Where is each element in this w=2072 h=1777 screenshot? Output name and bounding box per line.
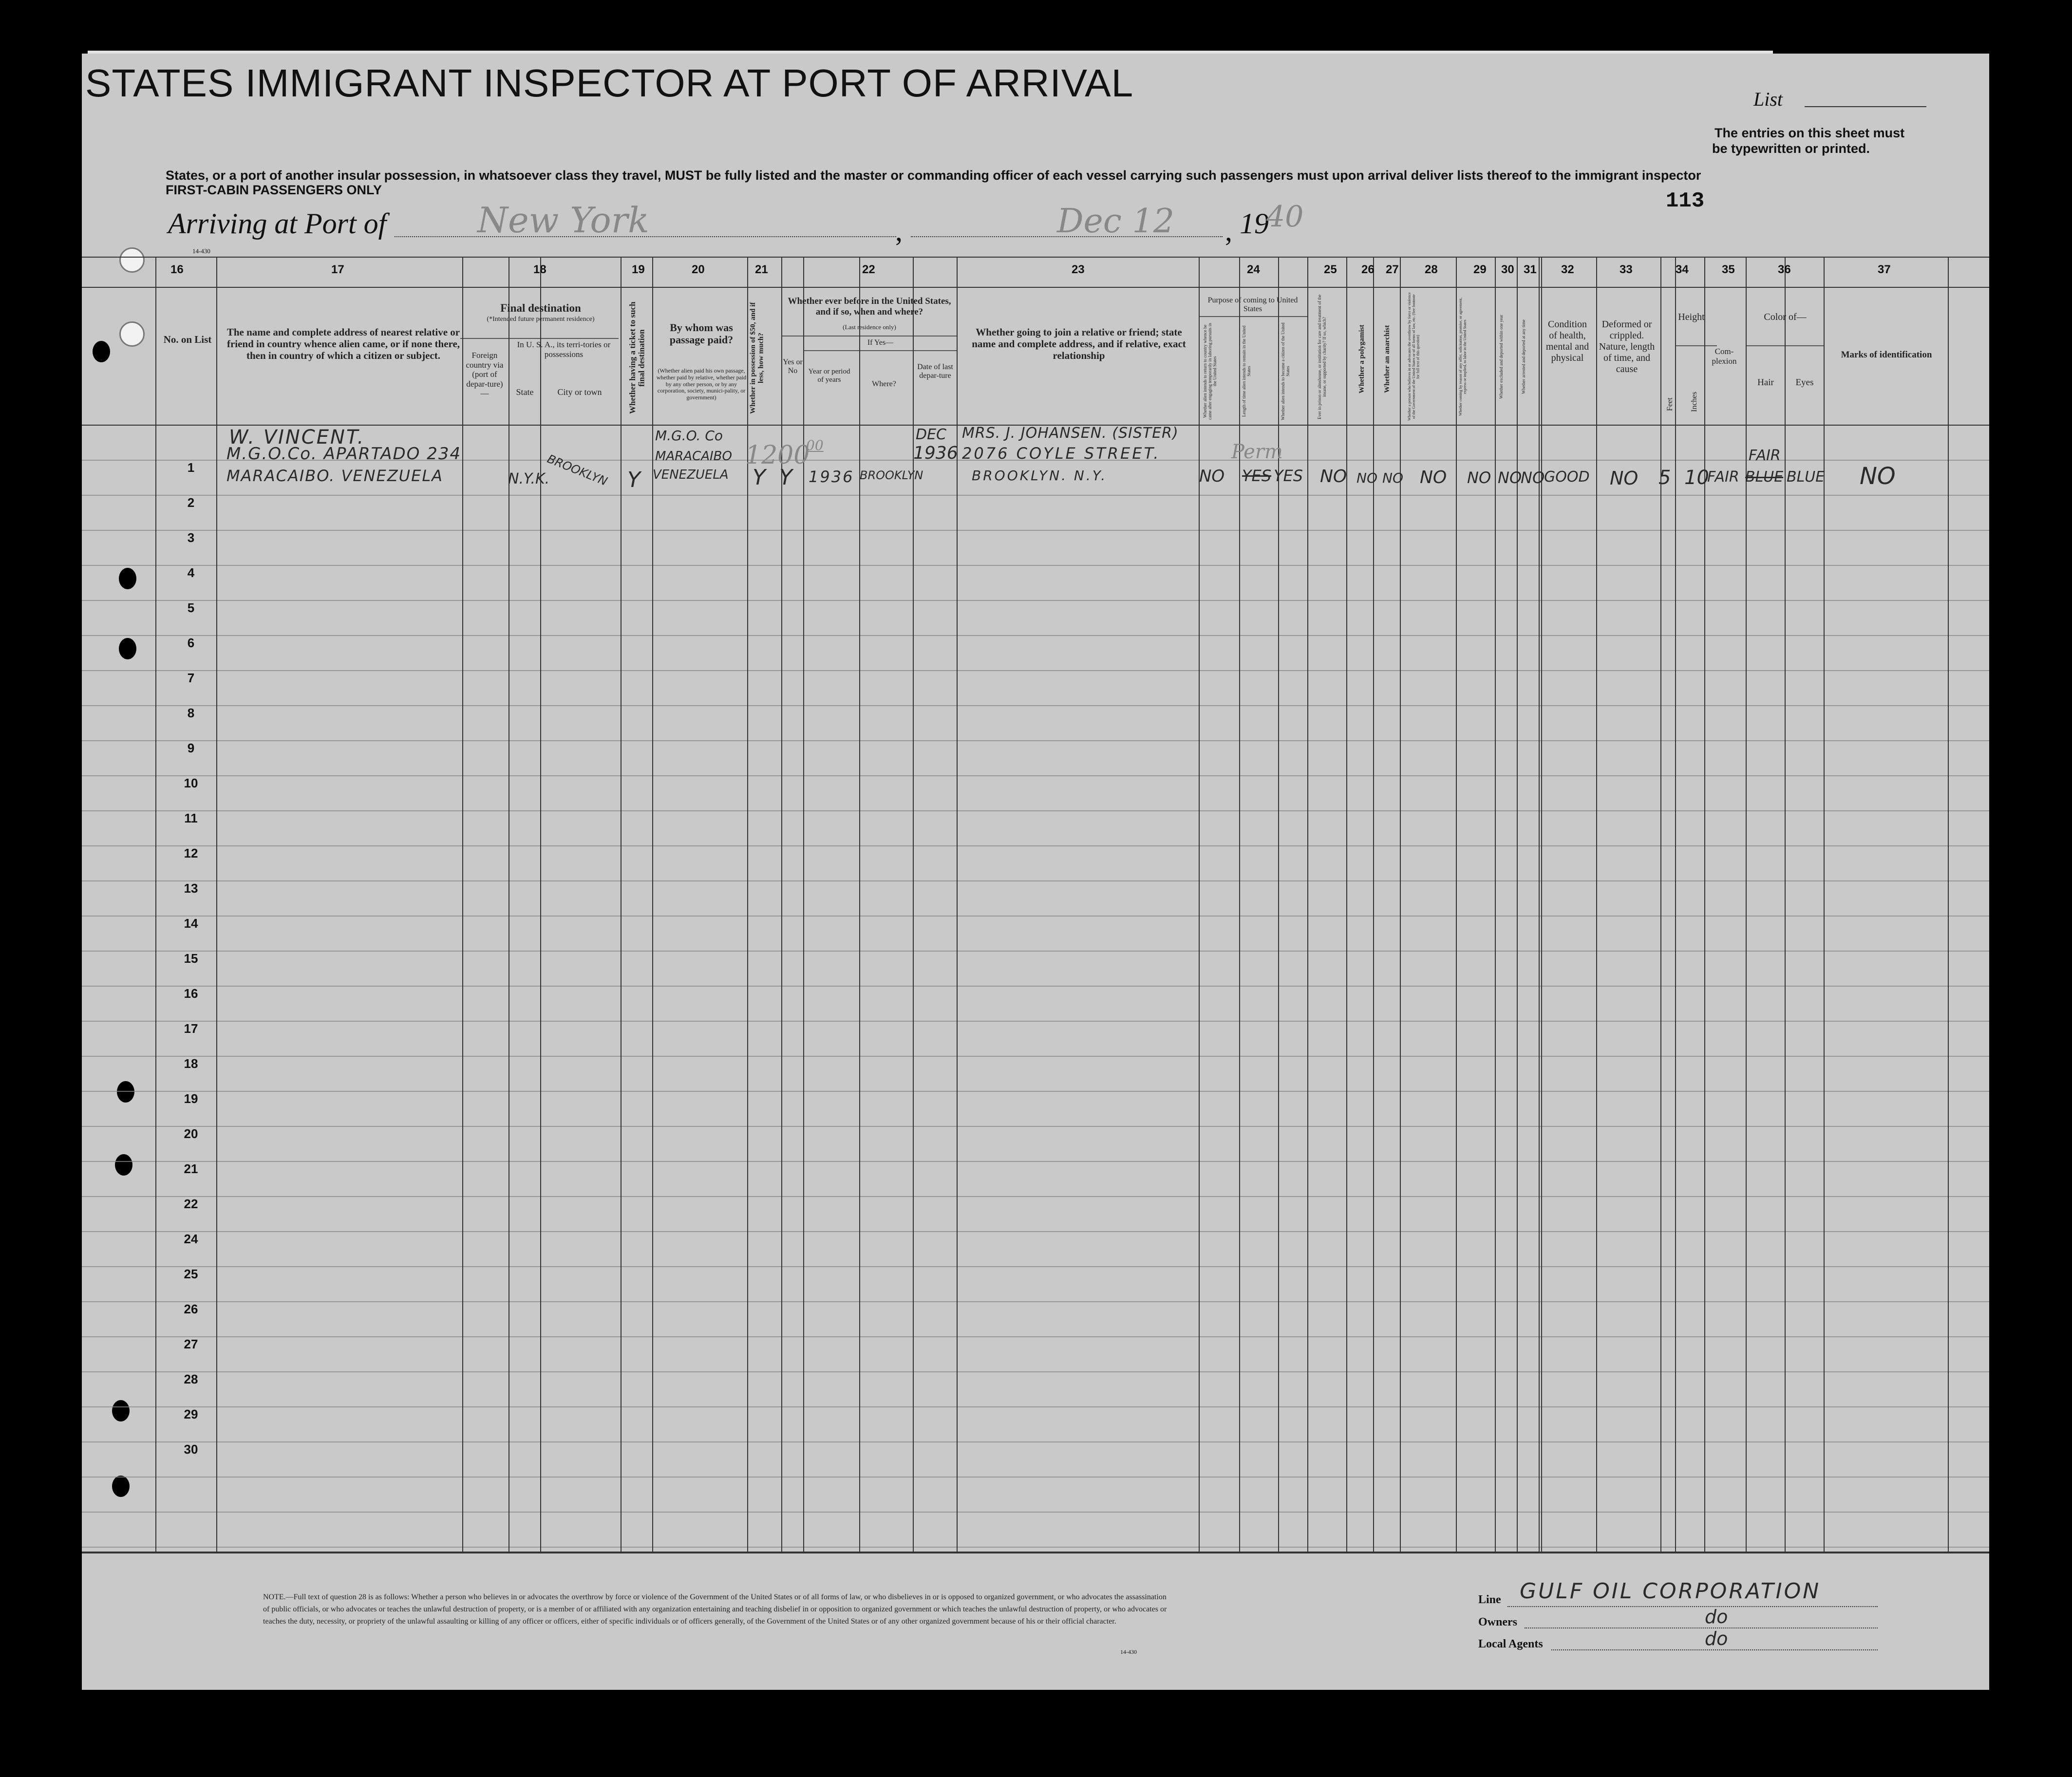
col-number-24: 24 (1247, 263, 1260, 276)
col-number-22: 22 (862, 263, 875, 276)
typewritten-note-1: The entries on this sheet must (1714, 126, 1905, 140)
typewritten-note-2: be typewritten or printed. (1712, 141, 1870, 156)
header-labor-offer: Whether coming by reason of any offer, solicitation, promise, or agreement, express or implied, to labor in the United States (1458, 298, 1467, 416)
entry-before-where: BROOKLYN (860, 468, 923, 482)
header-overthrow: Whether a person who believes in or advocates the overthrow by force or violence of the Government of the United States or of all forms of law, etc. (See footnote for full text of this question) (1407, 292, 1420, 421)
entry-excluded: NO (1498, 468, 1522, 487)
row-number: 7 (187, 671, 195, 685)
entry-prison: NO (1320, 467, 1347, 486)
agents-underline (1551, 1649, 1878, 1650)
entry-paid-by-line2: MARACAIBO (655, 449, 732, 464)
header-arrested: Whether arrested and deported at any time (1521, 319, 1526, 394)
entry-join-line3: BROOKLYN. N.Y. (972, 468, 1108, 484)
entry-anarchist: NO (1382, 470, 1403, 486)
header-city: City or town (557, 387, 602, 397)
entry-state: N.Y.K. (508, 470, 550, 487)
entry-eyes: BLUE (1787, 468, 1825, 486)
entry-join-line1: MRS. J. JOHANSEN. (SISTER) (962, 425, 1179, 442)
col-number-30: 30 (1501, 263, 1514, 276)
row-number: 12 (184, 846, 198, 860)
header-excluded: Whether excluded and deported within one year (1499, 315, 1504, 399)
owners-value: do (1705, 1606, 1728, 1627)
header-eyes: Eyes (1795, 377, 1814, 388)
col-number-18: 18 (533, 263, 546, 276)
header-relative: The name and complete address of nearest relative or friend in country whence alien came, or if none there, then in country of which a citizen or subject. (226, 326, 460, 362)
header-where: Where? (872, 380, 896, 388)
header-complexion: Com-plexion (1712, 347, 1737, 366)
row-number: 1 (187, 460, 195, 475)
entry-hair-struck: BLUE (1745, 468, 1784, 486)
line-label: Line (1478, 1593, 1501, 1606)
row-number: 29 (184, 1407, 198, 1422)
row-number: 2 (187, 495, 195, 510)
entry-height-inches: 10 (1684, 467, 1709, 489)
entry-last-departure-line1: DEC (916, 426, 947, 443)
header-before-us: Whether ever before in the United States, and if so, when and where? (788, 296, 951, 317)
entry-relative-line2: M.G.O.Co. APARTADO 234 (226, 444, 462, 464)
row-number: 8 (187, 706, 195, 720)
header-purpose: Purpose of coming to United States (1207, 296, 1298, 314)
sheet-number: 113 (1666, 189, 1705, 213)
entry-join-line2: 2076 COYLE STREET. (962, 444, 1161, 463)
row-number: 16 (184, 986, 198, 1001)
header-year: Year or period of years (808, 368, 850, 384)
entry-height-feet: 5 (1658, 467, 1671, 489)
header-hair: Hair (1757, 377, 1774, 388)
entry-city: BROOKLYN (545, 452, 609, 488)
header-final-destination: Final destination (500, 302, 581, 314)
header-yes-no: Yes or No (783, 358, 803, 375)
col-number-27: 27 (1386, 263, 1399, 276)
entry-relative-line1: W. VINCENT. (229, 426, 365, 449)
arriving-label: Arriving at Port of (168, 207, 387, 240)
col-number-26: 26 (1361, 263, 1375, 276)
entry-return-intent: NO (1199, 467, 1225, 486)
col-number-19: 19 (632, 263, 645, 276)
comma: , (1225, 215, 1232, 247)
col-number-36: 36 (1778, 263, 1791, 276)
form-code: 14-430 (192, 247, 210, 255)
header-polygamist: Whether a polygamist (1358, 324, 1366, 394)
agents-value: do (1705, 1628, 1728, 1649)
entry-deformed: NO (1610, 468, 1639, 489)
row-number: 5 (187, 600, 195, 615)
header-deformed: Deformed or crippled. Nature, length of time, and cause (1599, 319, 1655, 374)
footer-form-code: 14-430 (1120, 1648, 1137, 1655)
entry-money-cents: 00 (806, 437, 824, 453)
header-before-us-sub: (Last residence only) (843, 323, 896, 331)
header-inches: Inches (1690, 392, 1698, 412)
list-label: List (1753, 88, 1783, 110)
row-number: 19 (184, 1091, 198, 1106)
agents-label: Local Agents (1478, 1638, 1543, 1650)
instruction-line: States, or a port of another insular possession, in whatsoever class they travel, MUST be fully listed and the master or commanding officer of each vessel carrying such passengers must upon arrival deliver lists thereof to the immigrant inspector (166, 168, 1701, 183)
entry-health: GOOD (1544, 468, 1590, 486)
header-marks: Marks of identification (1841, 350, 1932, 360)
header-anarchist: Whether an anarchist (1383, 325, 1391, 393)
row-number: 13 (184, 881, 198, 896)
row-number: 18 (184, 1056, 198, 1071)
col-number-31: 31 (1524, 263, 1537, 276)
date-value: Dec 12 (1057, 202, 1174, 241)
col-number-29: 29 (1473, 263, 1487, 276)
header-join-relative: Whether going to join a relative or friend; state name and complete address, and if relative, exact relationship (972, 326, 1186, 362)
comma: , (895, 215, 903, 247)
col-number-23: 23 (1072, 263, 1085, 276)
row-number: 15 (184, 951, 198, 966)
row-number: 11 (184, 811, 198, 825)
header-ticket: Whether having a ticket to such final destination (628, 301, 646, 414)
row-number: 10 (184, 776, 198, 790)
entry-marks: NO (1860, 463, 1896, 490)
entry-arrested: NO (1521, 468, 1545, 487)
col-number-25: 25 (1324, 263, 1337, 276)
header-health: Condition of health, mental and physical (1545, 319, 1589, 363)
port-value: New York (477, 200, 649, 241)
entry-relative-line3: MARACAIBO. VENEZUELA (226, 467, 444, 485)
header-paid-by: By whom was passage paid? (669, 321, 734, 346)
header-if-yes: If Yes— (867, 338, 894, 347)
row-number: 20 (184, 1126, 198, 1141)
header-height: Height (1678, 312, 1705, 322)
header-feet: Feet (1666, 397, 1674, 411)
entry-length-of-stay: Perm (1231, 441, 1283, 463)
entry-ticket: Y (627, 468, 640, 492)
header-money: Whether in possession of $50, and if less, how much? (749, 302, 765, 414)
year-suffix: 40 (1266, 200, 1304, 234)
entry-citizen-intent: YES (1274, 467, 1303, 485)
row-number: 26 (184, 1302, 198, 1316)
entry-before-year: 1936 (809, 468, 854, 486)
page-title: STATES IMMIGRANT INSPECTOR AT PORT OF ARRIVAL (85, 61, 1134, 105)
col-number-33: 33 (1620, 263, 1633, 276)
entry-before-yes-no: Y (779, 465, 792, 490)
row-number: 28 (184, 1372, 198, 1386)
row-number: 14 (184, 916, 198, 931)
header-paid-by-sub: (Whether alien paid his own passage, whether paid by relative, whether paid by any other person, or by any corporation, society, munici-pality, or government) (656, 367, 747, 401)
col-number-28: 28 (1425, 263, 1438, 276)
entry-money: 1200 (745, 441, 810, 470)
line-value: GULF OIL CORPORATION (1520, 1579, 1821, 1604)
entry-complexion: FAIR (1707, 468, 1739, 486)
col-number-17: 17 (331, 263, 344, 276)
header-no-on-list: No. on List (163, 334, 212, 345)
header-color: Color of— (1764, 312, 1807, 322)
year-prefix: 19 (1240, 207, 1269, 240)
entry-money-check: Y (753, 465, 766, 490)
entry-last-departure-line2: 1936 (913, 443, 958, 463)
col-number-37: 37 (1878, 263, 1891, 276)
row-number: 17 (184, 1021, 198, 1036)
header-final-destination-sub: (*Intended future permanent residence) (487, 316, 595, 323)
row-number: 27 (184, 1337, 198, 1351)
cabin-line: FIRST-CABIN PASSENGERS ONLY (166, 183, 382, 197)
entry-paid-by-line1: M.G.O. Co (655, 428, 723, 444)
header-return-intent: Whether alien intends to return to country whence he came after engaging temporarily in laboring pursuits in the United States (1203, 323, 1217, 420)
header-last-departure: Date of last depar-ture (917, 363, 953, 380)
col-number-21: 21 (755, 263, 768, 276)
owners-underline (1525, 1627, 1878, 1628)
entry-overthrow: NO (1420, 468, 1447, 487)
header-foreign-country: Foreign country via (port of depar-ture)— (466, 351, 504, 398)
row-number: 25 (184, 1267, 198, 1281)
row-number: 30 (184, 1442, 198, 1457)
entry-paid-by-line3: VENEZUELA (653, 468, 729, 482)
row-number: 21 (184, 1161, 198, 1176)
row-number: 22 (184, 1197, 198, 1211)
header-citizen-intent: Whether alien intends to become a citizen of the United States (1281, 322, 1290, 420)
entry-polygamist: NO (1356, 470, 1377, 486)
header-length-stay: Length of time alien intends to remain in the United States (1242, 325, 1251, 417)
line-underline (1507, 1606, 1878, 1607)
footnote: NOTE.—Full text of question 28 is as follows: Whether a person who believes in or advocates the overthrow by force or violence of the Government of the United States or of all forms of law, or who disbelieves in or is opposed to organized government, or who advocates the assassination of public officials, or who advocates or teaches the unlawful destruction of property, or is a member of or affiliated with any organization entertaining and teaching disbelief in or opposition to organized government or which teaches the unlawful destruction of property, or who advocates or teaches the duty, necessity, or propriety of the unlawful assaulting or killing of any officer or officers, either of specific individuals or of officers generally, of the Government of the United States or of any other organized government because of his or their official character. (263, 1593, 1167, 1626)
col-number-34: 34 (1676, 263, 1689, 276)
col-number-20: 20 (692, 263, 705, 276)
entry-labor-offer: NO (1467, 468, 1491, 487)
row-number: 3 (187, 530, 195, 545)
owners-label: Owners (1478, 1616, 1517, 1628)
row-number: 6 (187, 636, 195, 650)
row-number: 9 (187, 741, 195, 755)
col-number-35: 35 (1722, 263, 1735, 276)
header-usa: In U. S. A., its terri-tories or possessions (517, 340, 611, 359)
entry-length-of-stay-struck: YES (1242, 467, 1272, 485)
col-number-16: 16 (170, 263, 184, 276)
entry-hair: FAIR (1749, 447, 1781, 464)
header-prison: Ever in prison or almshouse, or institution for care and treatment of the insane, or supported by charity? If so, which? (1317, 294, 1327, 419)
row-number: 4 (187, 565, 195, 580)
header-state: State (516, 387, 534, 397)
row-number: 24 (184, 1232, 198, 1246)
col-number-32: 32 (1561, 263, 1574, 276)
